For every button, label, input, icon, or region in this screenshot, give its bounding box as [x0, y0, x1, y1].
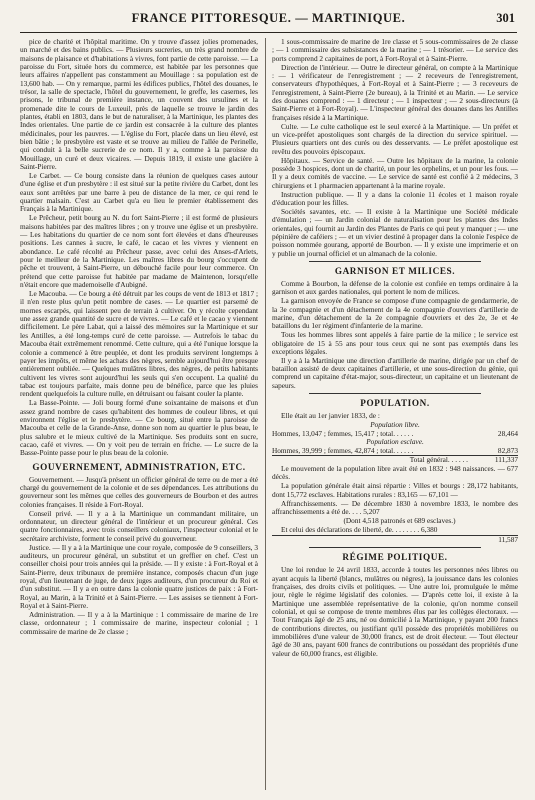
paragraph: La Basse-Pointe. — Joli bourg formé d'une soixantaine de maisons et d'un assez grand nombre de cases qu'habitent des hommes de couleur libres, et qui environnent l'église et le presbytère. — Ce bourg, situé entre la paroisse de Macouba et celle de la Grande-Anse, donne son nom au quartier le plus beau, le plus salubre et le mieux cultivé de la Martinique. Ses produits sont en sucre, cacao, café et vivres. — On y voit peu de terrain en friche. — Le sucre de la Basse-Pointe passe pour le plus beau de la colonie.	[20, 398, 258, 458]
paragraph: (Dont 4,518 patronés et 689 esclaves.)	[343, 515, 456, 525]
paragraph: Sociétés savantes, etc. — Il existe à la Martinique une Société médicale d'émulation ; — un Jardin colonial de naturalisation pour les plantes des Indes orientales, qui fournit au Jardin des Plantes de Paris ce qui peut y manquer ; — une pépinière de caféiers ; — et un vivier destiné à propager dans la colonie l'espèce de poisson nommée gourang, apporté de Bourbon. — Il y existe une imprimerie et on y publie un journal officiel et un almanach de la colonie.	[272, 206, 518, 258]
table-subheading: Population libre.	[370, 420, 420, 430]
column-divider	[265, 38, 266, 790]
section-title-population: POPULATION.	[360, 398, 430, 409]
running-title: FRANCE PITTORESQUE. — MARTINIQUE.	[131, 11, 406, 25]
paragraph: Gouvernement. — Jusqu'à présent un officier général de terre ou de mer a été chargé du gouvernement de la colonie et de ses dépendances. Les attributions du gouverneur sont les mêmes que celles des gouverneurs de Bourbon et des autres colonies françaises. Il réside à Fort-Royal.	[20, 474, 258, 509]
paragraph: Hôpitaux. — Service de santé. — Outre les hôpitaux de la marine, la colonie possède 3 hospices, dont un de charité, un pour les orphelins, et un pour les fous. — Il y a deux comités de vaccine. — Le service de santé est confié à 2 médecins, 3 chirurgiens et 1 pharmacien appartenant à la marine royale.	[272, 155, 518, 190]
table-cell: Hommes, 39,999 ; femmes, 42,874 ; total. . . . . .	[272, 445, 414, 455]
section-title-regime: RÉGIME POLITIQUE.	[342, 552, 448, 563]
section-title-garnison: GARNISON ET MILICES.	[334, 265, 456, 276]
right-column	[272, 38, 518, 792]
paragraph: Le mouvement de la population libre avait été en 1832 : 948 naissances. — 677 décès.	[272, 464, 518, 482]
section-divider	[309, 393, 481, 394]
paragraph: Et celui des déclarations de liberté, de. . . . . . . . 6,380	[281, 524, 438, 534]
paragraph: Le Macouba. — Ce bourg a été détruit par les coups de vent de 1813 et 1817 ; il n'en reste plus qu'un petit nombre de cases. — Le quartier est parsemé de mornes escarpés, qui laissent peu de terrain à cultiver. On y récolte cependant une assez grande quantité de sucre et de vivres. — Le café et le cacao y viennent difficilement. Le père Labat, qui a laissé des mémoires sur la Martinique et sur les Antilles, a été long-temps curé de cette paroisse. — Autrefois le tabac du Macouba était extrêmement renommé. Cette culture, qui a été l'unique lorsque la colonie a commencé à être peuplée, et dont les produits servirent longtemps à payer les impôts, et même les achats des nègres, semble aujourd'hui être presque entièrement oubliée. — Quelques mulâtres libres, des nègres, de petits habitants cultivent les vivres sont aujourd'hui les seuls qui s'en occupent. La qualité du tabac est toujours parfaite, mais donne peu de bénéfice, parce que les pluies rendent quelquefois la culture nulle, en détruisant ou faisant couler la plante.	[20, 289, 258, 399]
paragraph: Tous les hommes libres sont appelés à faire partie de la milice ; le service est obligatoire de 15 à 55 ans pour tous ceux qui ne sont pas exemptés dans les exceptions légales.	[272, 330, 518, 356]
paragraph: Instruction publique. — Il y a dans la colonie 11 écoles et 1 maison royale d'éducation pour les filles.	[272, 189, 518, 207]
page-header	[20, 6, 517, 33]
paragraph: pice de charité et l'hôpital maritime. On y trouve d'assez jolies promenades, un marché et des bains publics. — Plusieurs sucreries, un très grand nombre de maisons de plaisance et d'habitations à vivres, font partie de cette paroisse. — La paroisse du Fort, située hors du commerce, est habitée par les personnes que leurs affaires n'appellent pas constamment au Mouillage : sa population est de 13,600 hab. — On y remarque, parmi les édifices publics, l'hôtel des douanes, le trésor, la salle de spectacle, l'hôtel du gouvernement, le greffe, les casernes, les prisons, le tribunal de première instance, un couvent des ursulines et la promenade dite le cours de Luxeuil, près de laquelle se trouve le jardin des plantes, établi en 1803, dans le but de naturaliser, à la Martinique, les plantes des Indes orientales. Une partie de ce jardin est consacrée à la culture des plantes médicinales, pour les pauvres. — L'église du Fort, placée dans un lieu élevé, est bien bâtie ; le presbytère est vaste et se trouve au milieu de l'allée de Perinelle, qui conduit à la belle sucrerie de ce nom. Il y a, comme à la paroisse du Mouillage, un curé et deux vicaires. — Depuis 1819, il existe une glacière à Saint-Pierre.	[20, 38, 258, 172]
paragraph: Elle était au 1er janvier 1833, de :	[281, 411, 380, 421]
paragraph: Il y a à la Martinique une direction d'artillerie de marine, dirigée par un chef de bataillon assisté de deux capitaines d'artillerie, et une sous-direction du génie, qui comprend un capitaine d'état-major, sous-directeur, un capitaine et un lieutenant de sapeurs.	[272, 355, 518, 390]
left-column	[20, 38, 258, 792]
table-value: 82,873	[497, 445, 518, 455]
paragraph: Direction de l'intérieur. — Outre le directeur général, on compte à la Martinique : — 1 vérificateur de l'enregistrement ; — 2 receveurs de l'enregistrement, conservateurs d'hypothèques, à Fort-Royal et à Saint-Pierre ; — 3 receveurs de l'enregistrement, à Saint-Pierre (2e bureau), à la Trinité et au Marin. — Le service des douanes comprend : — 1 directeur ; — 1 inspecteur ; — 2 sous-directeurs (à Saint-Pierre et à Fort-Royal). — L'inspecteur général des douanes dans les Antilles françaises réside à la Martinique.	[272, 62, 518, 122]
paragraph: La garnison envoyée de France se compose d'une compagnie de gendarmerie, de la 3e compagnie et d'un détachement de la 4e compagnie d'ouvriers d'artillerie de marine, d'un détachement de la 2e compagnie d'ouvriers et des 2e, 3e et 4e bataillons du 1er régiment d'infanterie de la marine.	[272, 296, 518, 331]
paragraph: Justice. — Il y a à la Martinique une cour royale, composée de 9 conseillers, 3 auditeurs, un procureur général, un substitut et un greffier en chef. C'est un conseiller choisi pour trois années qui la préside. — Il y existe : à Fort-Royal et à Saint-Pierre, deux tribunaux de première instance, composés chacun d'un juge royal, d'un lieutenant de juge, de deux juges auditeurs, d'un procureur du Roi et d'un substitut. — Il y a en outre dans la colonie quatre justices de paix : à Fort-Royal, au Marin, à la Trinité et à Saint-Pierre. — Les assises se tiennent à Fort-Royal et à Saint-Pierre.	[20, 542, 258, 610]
paragraph: La population générale était ainsi répartie : Villes et bourgs : 28,172 habitants, dont 15,772 esclaves. Habitations rurales : 83,165 — 67,101 —	[272, 481, 518, 499]
paragraph: Une loi rendue le 24 avril 1833, accorde à toutes les personnes nées libres ou ayant acquis la liberté (blancs, mulâtres ou nègres), la jouissance dans les colonies françaises, des droits civils et politiques. — Une autre loi, promulguée le même jour, règle le régime législatif des colonies. — D'après cette loi, il existe à la Martinique une assemblée représentative de la colonie, qu'on nomme conseil colonial, et qui se compose de trente membres élus par les collèges électoraux. — Tout Français âgé de 25 ans, né ou domicilié à la Martinique, y payant 200 francs de contributions directes, ou justifiant qu'il possède des propriétés mobilières ou immobilières d'une valeur de 30,000 francs, est de droit électeur. — Tout électeur âgé de 30 ans, payant 600 francs de contributions ou possédant des propriétés d'une valeur de 60,000 francs, est éligible.	[272, 565, 518, 658]
paragraph: Conseil privé. — Il y a à la Martinique un commandant militaire, un ordonnateur, un directeur général de l'intérieur et un procureur général. Ces quatre fonctionnaires, avec trois conseillers coloniaux, l'inspecteur colonial et le secrétaire archiviste, forment le conseil privé du gouverneur.	[20, 508, 258, 543]
population-table	[272, 421, 518, 465]
paragraph: 1 sous-commissaire de marine de 1re classe et 5 sous-commissaires de 2e classe ; — 1 commissaire des subsistances de la marine ; — 1 trésorier. — Le service des ports comprend 2 capitaines de port, à Fort-Royal et à Saint-Pierre.	[272, 38, 518, 63]
paragraph: Administration. — Il y a à la Martinique : 1 commissaire de marine de 1re classe, ordonnateur ; 1 commissaire de marine, inspecteur colonial ; 1 commissaire de marine de 2e classe ;	[20, 609, 258, 636]
table-cell: Hommes, 13,047 ; femmes, 15,417 ; total. . . . . .	[272, 428, 414, 438]
paragraph: Le Prêcheur, petit bourg au N. du fort Saint-Pierre ; il est formé de plusieurs maisons habitées par des maîtres libres ; on y trouve une église et un presbytère. — Les habitations du quartier de ce nom sont fort élevées et dans d'heureuses positions. Les cannes à sucre, le café, le cacao et les vivres y viennent en abondance. Le café récolté au Prêcheur passe, avec celui des Anses-d'Arlets, pour le meilleur de la Martinique. Les maîtres libres du bourg s'occupent de pêche et trouvent, à Saint-Pierre, un débouché facile pour leur commerce. On prétend que cette paroisse fut habitée par madame de Maintenon, lorsqu'elle n'était encore que mademoiselle d'Aubigné.	[20, 213, 258, 290]
section-title-gouvernement: GOUVERNEMENT, ADMINISTRATION, ETC.	[32, 461, 246, 472]
table-value: 11,587	[474, 535, 518, 544]
paragraph: Comme à Bourbon, la défense de la colonie est confiée en temps ordinaire à la garnison et aux gardes nationales, qui portent le nom de milices.	[272, 278, 518, 297]
affranchissement-total	[272, 535, 518, 545]
table-value: 111,337	[474, 456, 518, 465]
table-value: 28,464	[497, 428, 518, 438]
paragraph: Le Carbet. — Ce bourg consiste dans la réunion de quelques cases autour d'une église et d'un presbytère : il est situé sur la petite rivière du Carbet, dont les eaux sont arrêtées par une barre à peu de distance de la mer, ce qui rend le quartier malsain. C'est au Carbet qu'a eu lieu le premier établissement des Français à la Martinique.	[20, 171, 258, 214]
table-cell: Total général. . . . . .	[272, 456, 474, 465]
page-number: 301	[496, 11, 515, 25]
table-row	[272, 447, 518, 456]
paragraph: Affranchissements. — De décembre 1830 à novembre 1833, le nombre des affranchissements a été de. . . . 5,207	[272, 498, 518, 516]
section-divider	[309, 261, 481, 262]
paragraph: Culte. — Le culte catholique est le seul exercé à la Martinique. — Un préfet et un vice-préfet apostoliques sont chargés de la direction du service spirituel. — Plusieurs quartiers ont des curés ou des desservants. — Le préfet apostolique est revêtu des pouvoirs épiscopaux.	[272, 121, 518, 156]
section-divider	[309, 547, 481, 548]
table-subheading: Population esclave.	[366, 437, 424, 447]
